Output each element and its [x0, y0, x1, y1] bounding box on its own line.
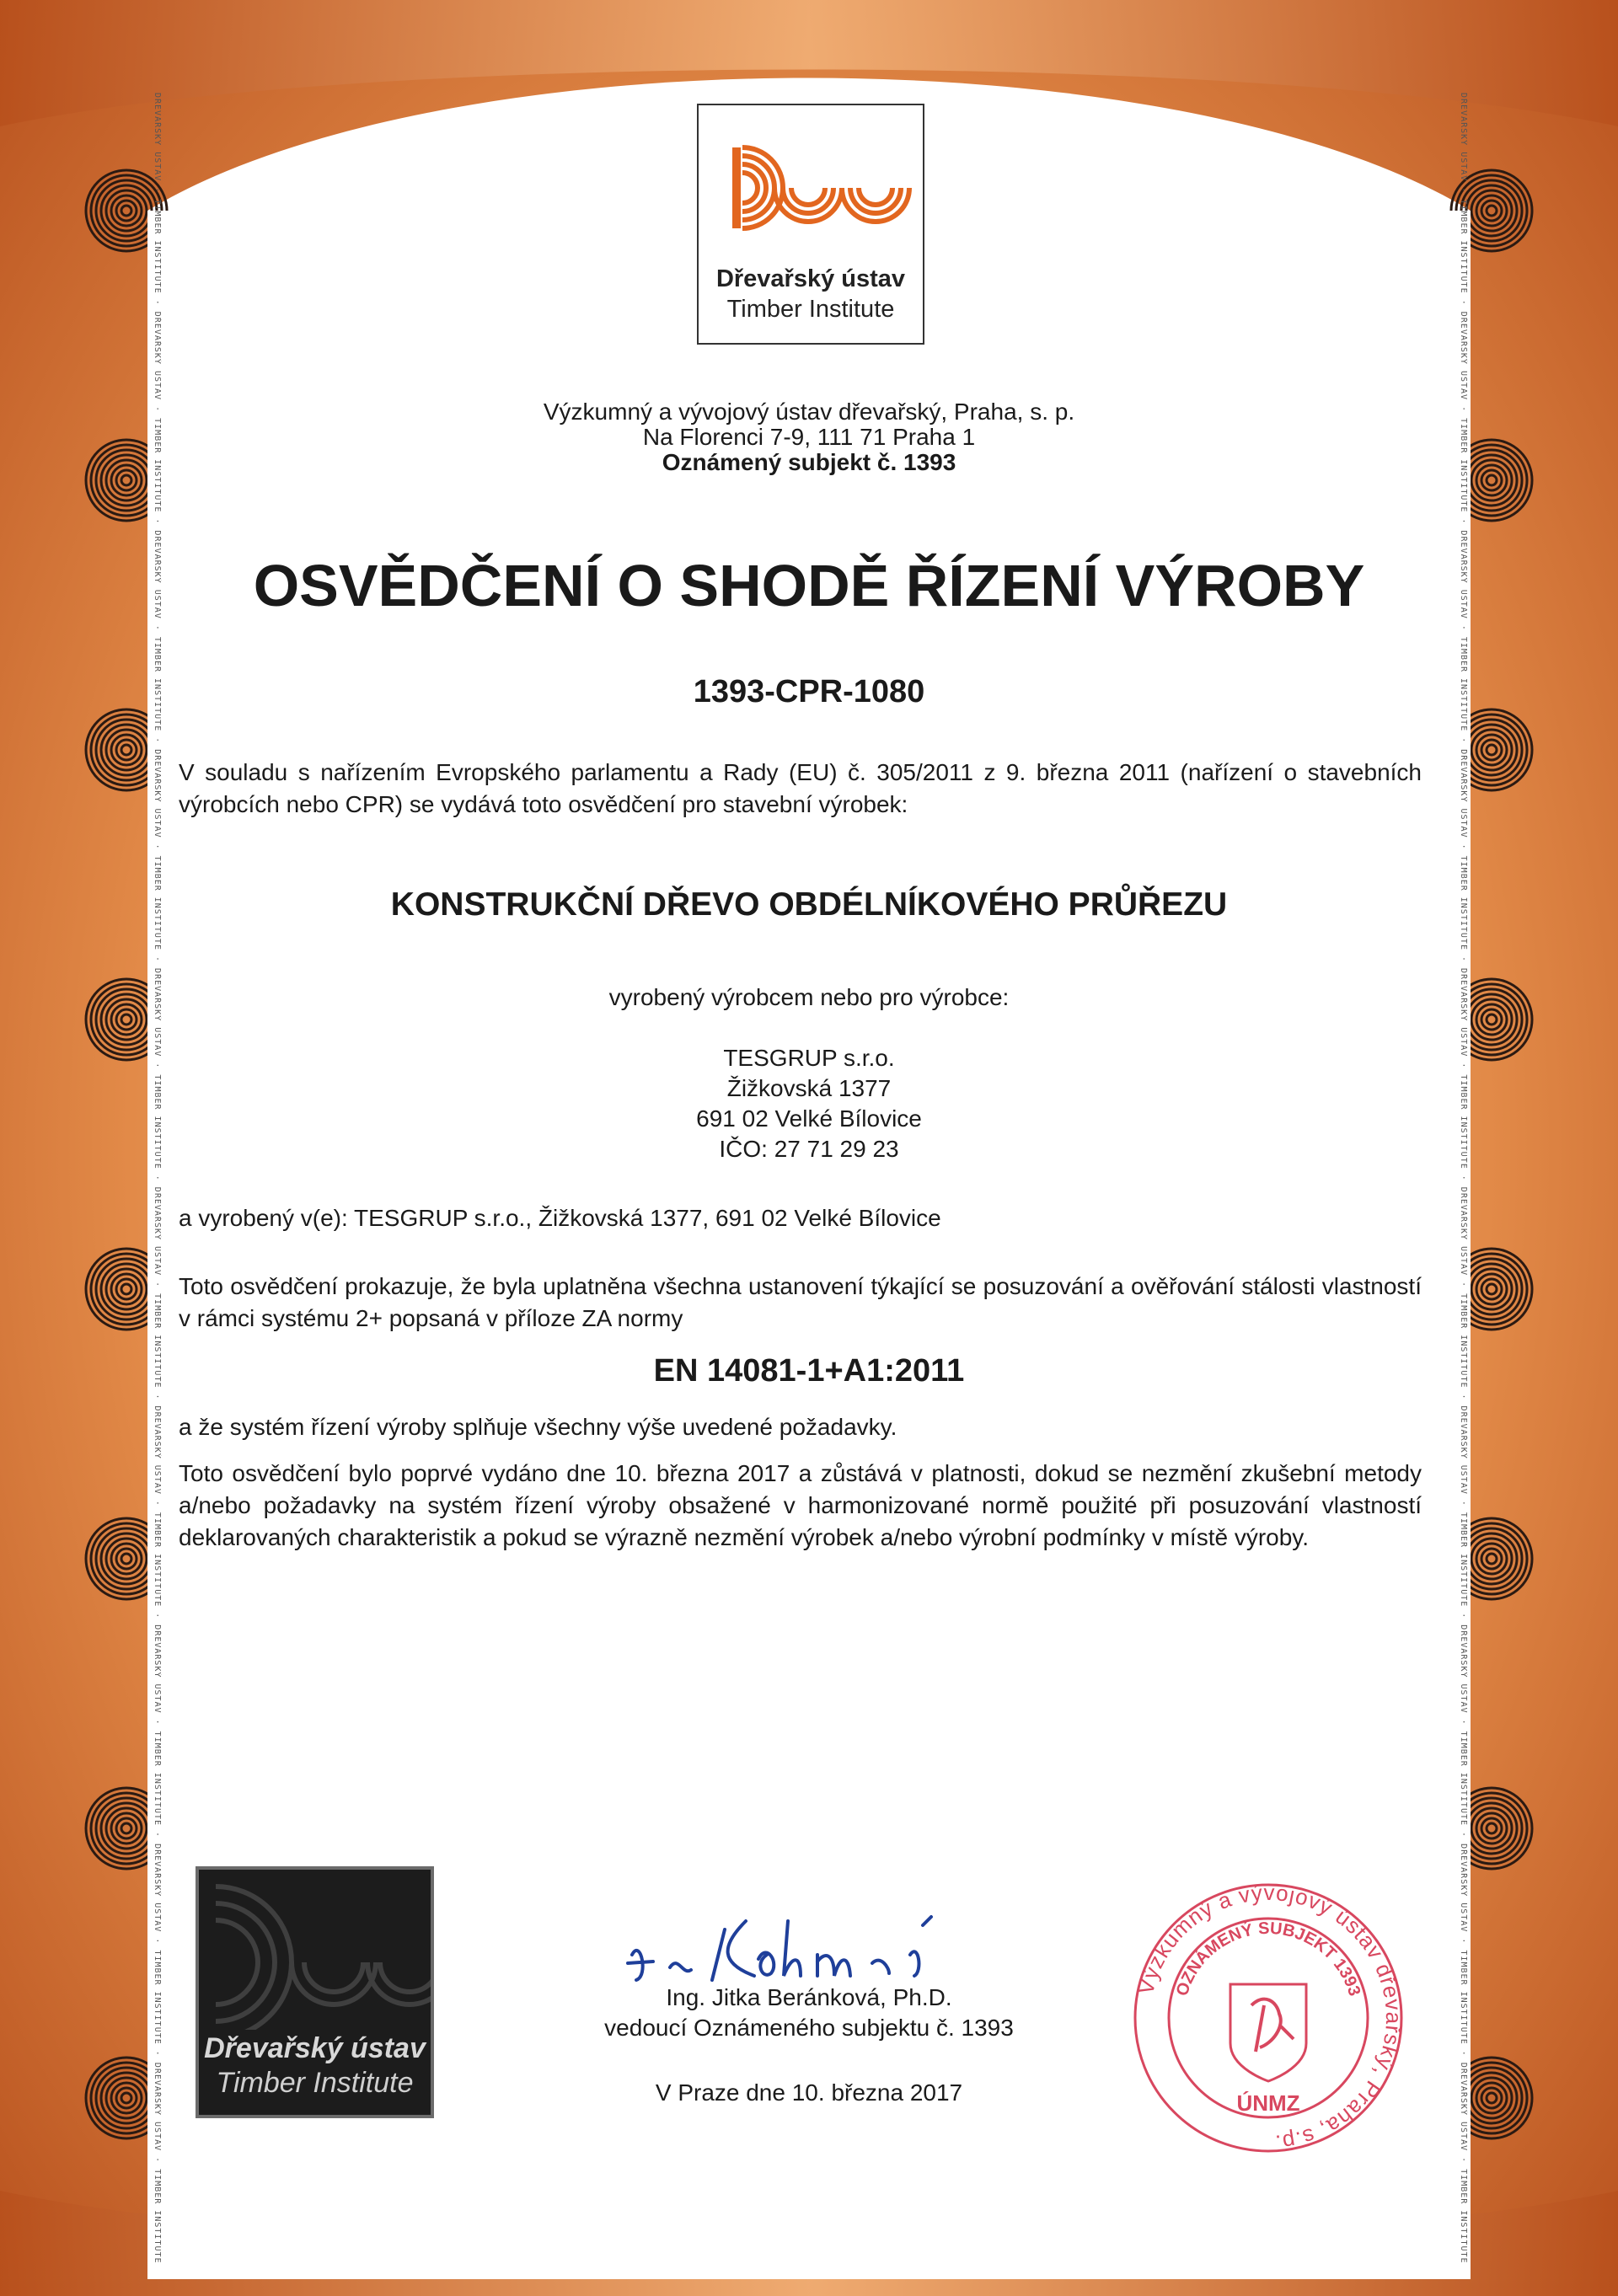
- product-name: KONSTRUKČNÍ DŘEVO OBDÉLNÍKOVÉHO PRŮŘEZU: [390, 886, 1228, 923]
- issuer-line1: Výzkumný a vývojový ústav dřevařský, Praha, s. p.: [543, 399, 1075, 425]
- signature: [619, 1896, 982, 1988]
- issuer-line3: Oznámený subjekt č. 1393: [662, 449, 956, 475]
- intro-text: V souladu s nařízením Evropského parlamentu a Rady (EU) č. 305/2011 z 9. března 2011 (nařízení o stavebních výrobcích nebo CPR) se vydává toto osvědčení pro stavební výrobek:: [179, 759, 1422, 817]
- logo-name-cz: Dřevařský ústav: [715, 265, 906, 292]
- logo-name-en: Timber Institute: [726, 296, 895, 323]
- svg-text:ÚNMZ: ÚNMZ: [1236, 2090, 1300, 2116]
- place-date: V Praze dne 10. března 2017: [655, 2079, 963, 2106]
- manufacturer-street: Žižkovská 1377: [726, 1075, 892, 1101]
- made-in-text: a vyrobený v(e): TESGRUP s.r.o., Žižkovská 1377, 691 02 Velké Bílovice: [179, 1205, 941, 1231]
- manufacturer-label: vyrobený výrobcem nebo pro výrobce:: [608, 984, 1010, 1010]
- right-border-text: DŘEVAŘSKÝ ÚSTAV · TIMBER INSTITUTE · DŘEVAŘSKÝ ÚSTAV · TIMBER INSTITUTE · DŘEVAŘSKÝ ÚSTAV · TIMBER INSTITUTE · DŘEVAŘSKÝ ÚSTAV · TIMBER INSTITUTE · DŘEVAŘSKÝ ÚSTAV · TIMBER INSTITUTE · DŘEVAŘSKÝ ÚSTAV · TIMBER INSTITUTE · DŘEVAŘSKÝ ÚSTAV · TIMBER INSTITUTE · DŘEVAŘSKÝ ÚSTAV · TIMBER INSTITUTE · DŘEVAŘSKÝ ÚSTAV · TIMBER INSTITUTE · DŘEVAŘSKÝ ÚSTAV · TIMBER INSTITUTE: [1459, 93, 1468, 2264]
- validity-text: Toto osvědčení bylo poprvé vydáno dne 10. března 2017 a zůstává v platnosti, dokud se nezmění zkušební metody a/nebo požadavky na systém řízení výroby obsažené v harmonizované normě použité při posuzování vlastností deklarovaných charakteristik a pokud se výrazně nezmění výrobek a/nebo výrobní podmínky v místě výroby.: [179, 1460, 1422, 1550]
- compliance-text: a že systém řízení výroby splňuje všechny výše uvedené požadavky.: [179, 1414, 897, 1440]
- left-border-text: DŘEVAŘSKÝ ÚSTAV · TIMBER INSTITUTE · DŘEVAŘSKÝ ÚSTAV · TIMBER INSTITUTE · DŘEVAŘSKÝ ÚSTAV · TIMBER INSTITUTE · DŘEVAŘSKÝ ÚSTAV · TIMBER INSTITUTE · DŘEVAŘSKÝ ÚSTAV · TIMBER INSTITUTE · DŘEVAŘSKÝ ÚSTAV · TIMBER INSTITUTE · DŘEVAŘSKÝ ÚSTAV · TIMBER INSTITUTE · DŘEVAŘSKÝ ÚSTAV · TIMBER INSTITUTE · DŘEVAŘSKÝ ÚSTAV · TIMBER INSTITUTE · DŘEVAŘSKÝ ÚSTAV · TIMBER INSTITUTE: [153, 93, 162, 2264]
- signatory-role: vedoucí Oznámeného subjektu č. 1393: [604, 2015, 1014, 2041]
- manufacturer-ico: IČO: 27 71 29 23: [719, 1136, 899, 1162]
- proof-text: Toto osvědčení prokazuje, že byla uplatněna všechna ustanovení týkající se posuzování a ověřování stálosti vlastností v rámci systému 2+ popsaná v příloze ZA normy: [179, 1273, 1422, 1331]
- watermark-name-en: Timber Institute: [216, 2067, 414, 2099]
- svg-text:OZNÁMENÝ SUBJEKT 1393: OZNÁMENÝ SUBJEKT 1393: [1172, 1919, 1364, 1999]
- watermark-name-cz: Dřevařský ústav: [204, 2032, 426, 2064]
- timber-institute-logo-icon: [699, 105, 923, 265]
- signatory-name: Ing. Jitka Beránková, Ph.D.: [666, 1984, 952, 2010]
- certificate-number: 1393-CPR-1080: [693, 674, 925, 709]
- svg-text:Výzkumný a vývojový ústav dřev: Výzkumný a vývojový ústav dřevařský, Praha, s.p.: [1132, 1879, 1407, 2156]
- issuer-line2: Na Florenci 7-9, 111 71 Praha 1: [642, 424, 976, 450]
- standard-code: EN 14081-1+A1:2011: [653, 1353, 965, 1389]
- manufacturer-name: TESGRUP s.r.o.: [723, 1045, 895, 1071]
- official-seal: [1129, 1879, 1407, 2157]
- manufacturer-city: 691 02 Velké Bílovice: [696, 1105, 922, 1132]
- logo-box: [697, 104, 924, 345]
- page-title: OSVĚDČENÍ O SHODĚ ŘÍZENÍ VÝROBY: [253, 553, 1365, 618]
